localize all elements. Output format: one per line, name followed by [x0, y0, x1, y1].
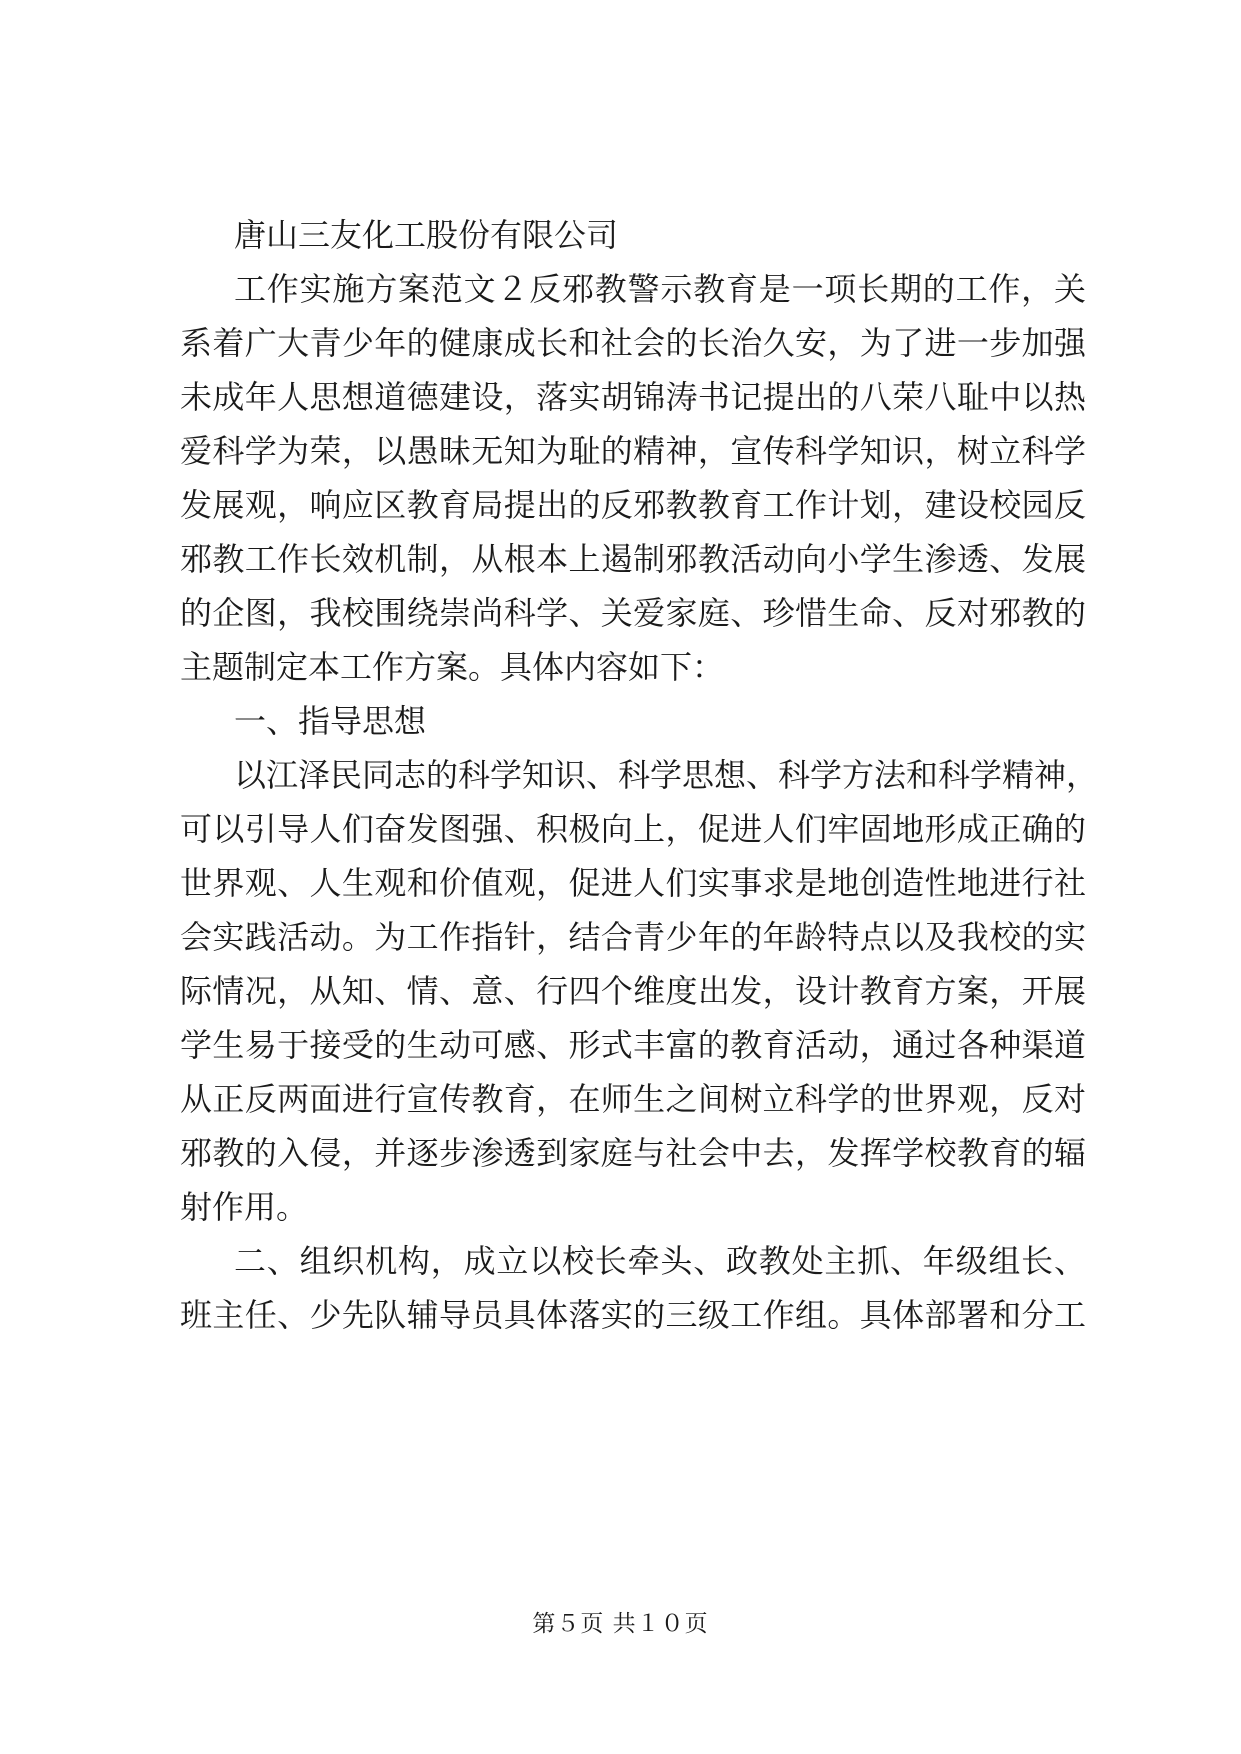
paragraph-line: 二、组织机构，成立以校长牵头、政教处主抓、年级组长、	[234, 1242, 1086, 1280]
paragraph-line: 从正反两面进行宣传教育，在师生之间树立科学的世界观，反对	[180, 1080, 1086, 1118]
company-name: 唐山三友化工股份有限公司	[234, 216, 619, 254]
section-heading: 一、指导思想	[234, 702, 427, 740]
paragraph-line: 未成年人思想道德建设，落实胡锦涛书记提出的八荣八耻中以热	[180, 378, 1086, 416]
paragraph-line: 系着广大青少年的健康成长和社会的长治久安，为了进一步加强	[180, 324, 1086, 362]
paragraph-line: 射作用。	[180, 1188, 309, 1226]
paragraph-line: 世界观、人生观和价值观，促进人们实事求是地创造性地进行社	[180, 864, 1086, 902]
paragraph-line: 发展观，响应区教育局提出的反邪教教育工作计划，建设校园反	[180, 486, 1086, 524]
paragraph-line: 邪教工作长效机制，从根本上遏制邪教活动向小学生渗透、发展	[180, 540, 1086, 578]
paragraph-line: 爱科学为荣，以愚昧无知为耻的精神，宣传科学知识，树立科学	[180, 432, 1086, 470]
paragraph-line: 际情况，从知、情、意、行四个维度出发，设计教育方案，开展	[180, 972, 1086, 1010]
paragraph-line: 邪教的入侵，并逐步渗透到家庭与社会中去，发挥学校教育的辐	[180, 1134, 1086, 1172]
page-number-footer: 第５页 共１０页	[532, 1611, 709, 1637]
paragraph-line: 工作实施方案范文２反邪教警示教育是一项长期的工作，关	[234, 270, 1086, 308]
paragraph-line: 以江泽民同志的科学知识、科学思想、科学方法和科学精神，	[234, 756, 1099, 794]
paragraph-line: 可以引导人们奋发图强、积极向上，促进人们牢固地形成正确的	[180, 810, 1086, 848]
paragraph-line: 主题制定本工作方案。具体内容如下：	[180, 648, 725, 686]
paragraph-line: 学生易于接受的生动可感、形式丰富的教育活动，通过各种渠道	[180, 1026, 1086, 1064]
paragraph-line: 班主任、少先队辅导员具体落实的三级工作组。具体部署和分工	[180, 1296, 1086, 1334]
paragraph-line: 的企图，我校围绕崇尚科学、关爱家庭、珍惜生命、反对邪教的	[180, 594, 1086, 632]
paragraph-line: 会实践活动。为工作指针，结合青少年的年龄特点以及我校的实	[180, 918, 1086, 956]
